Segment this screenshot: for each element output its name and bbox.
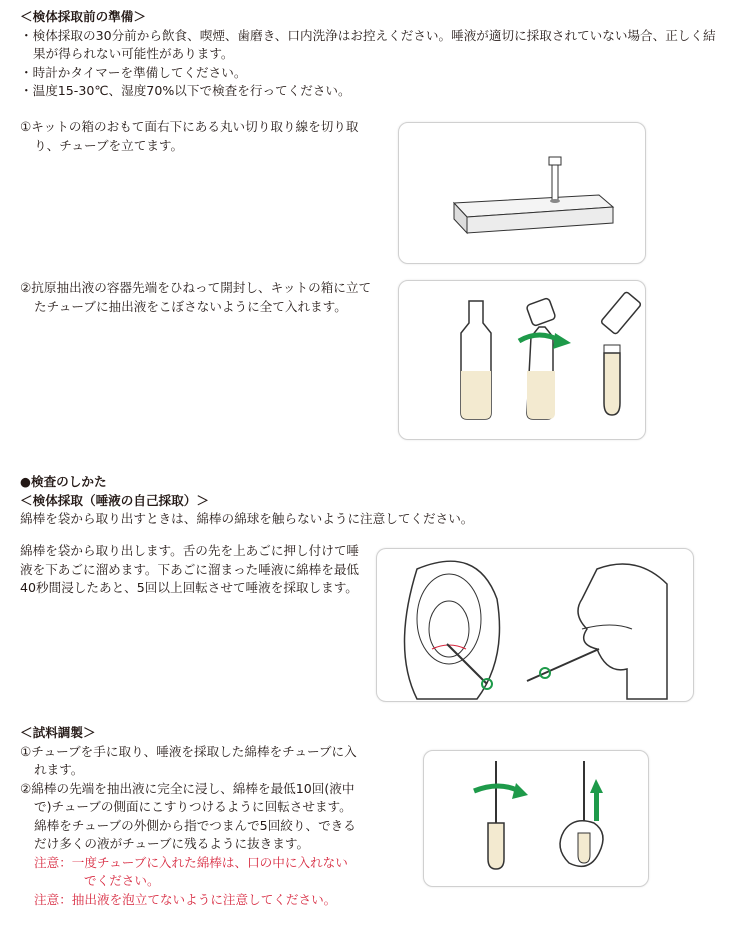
prep-bullet: ・温度15-30℃、湿度70%以下で検査を行ってください。	[20, 83, 351, 98]
sample-step-2: ②綿棒の先端を抽出液に完全に浸し、綿棒を最低10回(液中で)チューブの側面にこすりつけるように回転させます。綿棒をチューブの外側から指でつまんで5回絞り、できるだけ多くの液がチューブに残るように抜きます。	[20, 780, 356, 851]
prep-step-1: ①キットの箱のおもて面右下にある丸い切り取り線を切り取り、チューブを立てます。	[20, 119, 359, 153]
prep-step-2: ②抗原抽出液の容器先端をひねって開封し、キットの箱に立てたチューブに抽出液をこぼさないように全て入れます。	[20, 280, 372, 314]
prep-section	[20, 8, 720, 101]
sample-heading: ＜試料調製＞	[20, 725, 96, 740]
caution-2: 注意：抽出液を泡立てないように注意してください。	[34, 891, 337, 907]
caution-1: 注意：一度チューブに入れた綿棒は、口の中に入れないでください。	[34, 854, 348, 888]
method-subheading: ＜検体採取（唾液の自己採取）＞	[20, 492, 209, 508]
prep-bullet: ・検体採取の30分前から飲食、喫煙、歯磨き、口内洗浄はお控えください。唾液が適切に採取されていない場合、正しく結果が得られない可能性があります。	[20, 27, 716, 61]
method-section	[20, 473, 520, 529]
prep-heading: ＜検体採取前の準備＞	[20, 9, 146, 24]
method-instruction: 綿棒を袋から取り出します。舌の先を上あごに押し付けて唾液を下あごに溜めます。下あごに溜まった唾液に綿棒を最低40秒間浸したあと、5回以上回転させて唾液を採取します。	[20, 543, 360, 595]
kit-box-icon	[399, 123, 645, 263]
prep-bullet: ・時計かタイマーを準備してください。	[20, 64, 247, 80]
sample-step-1: ①チューブを手に取り、唾液を採取した綿棒をチューブに入れます。	[20, 743, 357, 777]
swab-in-tube-illustration	[423, 750, 649, 887]
sample-section	[20, 724, 360, 909]
extraction-liquid-illustration	[398, 280, 646, 440]
box-tube-illustration	[398, 122, 646, 264]
saliva-collection-illustration	[376, 548, 694, 702]
ampoule-icon	[399, 281, 645, 439]
mouth-swab-icon	[377, 549, 693, 701]
method-heading: ●検査のしかた	[20, 474, 107, 489]
tube-rotate-icon	[424, 751, 648, 886]
method-note: 綿棒を袋から取り出すときは、綿棒の綿球を触らないように注意してください。	[20, 511, 474, 526]
